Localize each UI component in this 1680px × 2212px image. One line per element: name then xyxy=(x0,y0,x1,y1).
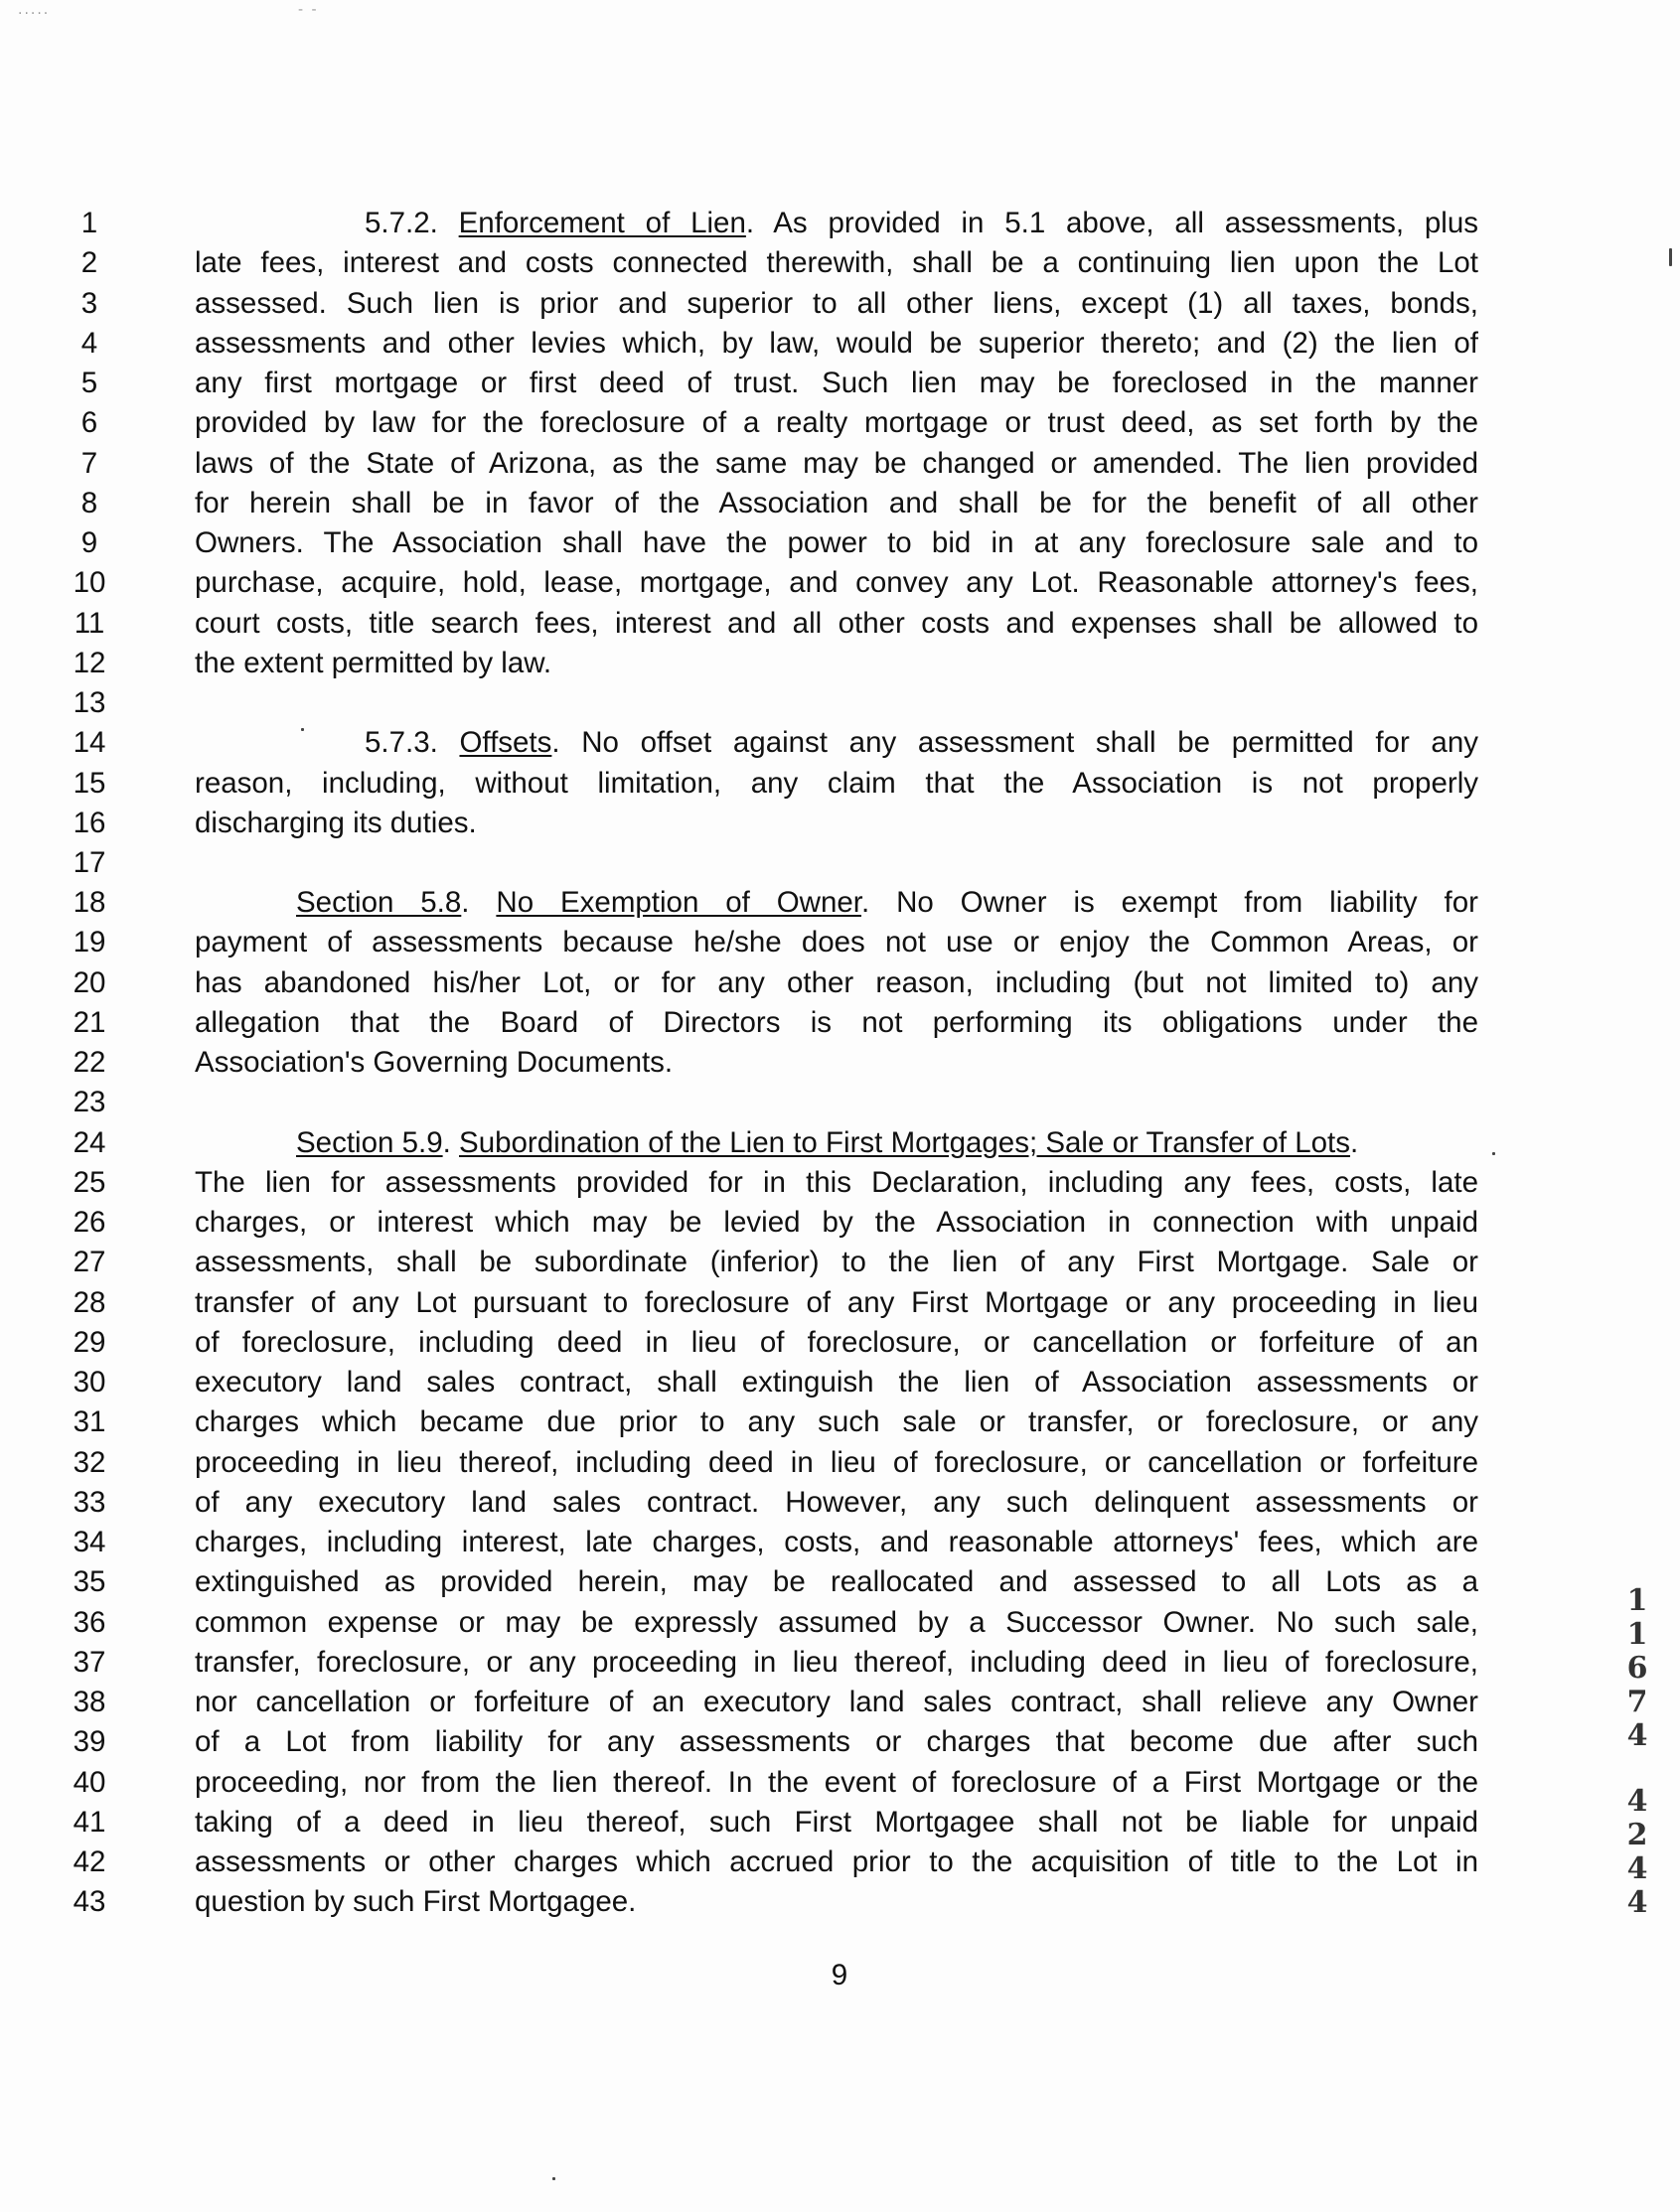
line-number: 10 xyxy=(73,566,106,599)
stamp-digit: 2 xyxy=(1626,1818,1648,1852)
line-text-part: 5.7.3. xyxy=(365,726,460,759)
line-number: 29 xyxy=(73,1326,106,1359)
line-number: 11 xyxy=(74,607,105,640)
section-heading: Offsets xyxy=(459,726,552,759)
line-text: question by such First Mortgagee. xyxy=(195,1885,637,1918)
document-line xyxy=(0,1845,1680,1885)
document-line xyxy=(0,726,1680,766)
line-number: 3 xyxy=(80,287,98,320)
document-line xyxy=(0,1885,1680,1925)
page-number: 9 xyxy=(831,1959,848,1991)
document-line xyxy=(0,1086,1680,1125)
line-number: 14 xyxy=(73,726,106,759)
document-line xyxy=(0,207,1680,246)
line-text-part: 5.7.2. xyxy=(365,207,459,239)
line-text-part: . xyxy=(1349,1126,1359,1159)
stamp-digit: 4 xyxy=(1626,1885,1648,1920)
document-line xyxy=(0,607,1680,647)
line-number: 20 xyxy=(73,966,106,999)
line-number: 24 xyxy=(73,1126,106,1159)
line-text: for herein shall be in favor of the Association and shall be for the benefit of all other xyxy=(195,487,1478,519)
document-line xyxy=(0,287,1680,327)
line-number: 22 xyxy=(73,1046,106,1079)
document-line xyxy=(0,1526,1680,1565)
line-number: 38 xyxy=(73,1686,106,1718)
scan-artifact: ..... xyxy=(18,2,51,18)
line-text: The lien for assessments provided for in this Declaration, including any fees, costs, late xyxy=(195,1166,1478,1199)
line-number: 30 xyxy=(73,1366,106,1399)
section-heading: No Exemption of Owner xyxy=(496,886,861,919)
section-heading: Section 5.8 xyxy=(296,886,462,919)
document-line xyxy=(0,1366,1680,1405)
document-line xyxy=(0,1166,1680,1206)
line-text xyxy=(296,886,1478,926)
document-line xyxy=(0,487,1680,526)
document-line xyxy=(0,1046,1680,1086)
line-number: 16 xyxy=(73,807,106,839)
line-number: 18 xyxy=(73,886,106,919)
line-number: 7 xyxy=(80,447,98,480)
line-number: 2 xyxy=(80,246,98,279)
document-line xyxy=(0,1766,1680,1806)
line-text: discharging its duties. xyxy=(195,807,477,839)
line-number: 8 xyxy=(80,487,98,519)
document-line xyxy=(0,1725,1680,1765)
document-line xyxy=(0,926,1680,965)
line-text: charges which became due prior to any such sale or transfer, or foreclosure, or any xyxy=(195,1405,1478,1438)
line-text xyxy=(195,846,1478,886)
line-text: the extent permitted by law. xyxy=(195,647,552,679)
line-text: taking of a deed in lieu thereof, such First Mortgagee shall not be liable for unpaid xyxy=(195,1806,1478,1839)
line-text: charges, or interest which may be levied by the Association in connection with unpaid xyxy=(195,1206,1478,1239)
stamp-digit: 6 xyxy=(1626,1651,1648,1686)
line-number: 43 xyxy=(73,1885,106,1918)
document-line xyxy=(0,846,1680,886)
document-line xyxy=(0,1646,1680,1686)
line-number: 41 xyxy=(73,1806,106,1839)
line-text: proceeding, nor from the lien thereof. In the event of foreclosure of a First Mortgage or the xyxy=(195,1766,1478,1799)
document-line xyxy=(0,807,1680,846)
line-text: assessments or other charges which accrued prior to the acquisition of title to the Lot in xyxy=(195,1845,1478,1878)
line-number: 39 xyxy=(73,1725,106,1758)
line-text-part: . No Owner is exempt from liability for xyxy=(861,886,1478,919)
document-line xyxy=(0,966,1680,1006)
line-text: nor cancellation or forfeiture of an executory land sales contract, shall relieve any Owner xyxy=(195,1686,1478,1718)
line-text: common expense or may be expressly assumed by a Successor Owner. No such sale, xyxy=(195,1606,1478,1639)
line-number: 12 xyxy=(73,647,106,679)
document-line xyxy=(0,886,1680,926)
document-line xyxy=(0,1806,1680,1845)
line-text: payment of assessments because he/she does not use or enjoy the Common Areas, or xyxy=(195,926,1478,959)
line-number: 9 xyxy=(80,526,98,559)
line-text: late fees, interest and costs connected therewith, shall be a continuing lien upon the Lot xyxy=(195,246,1478,279)
line-text: assessments and other levies which, by law, would be superior thereto; and (2) the lien of xyxy=(195,327,1478,360)
line-text xyxy=(195,1086,1478,1125)
line-text xyxy=(296,1126,1478,1166)
line-number: 19 xyxy=(73,926,106,959)
line-number: 26 xyxy=(73,1206,106,1239)
line-number: 28 xyxy=(73,1286,106,1319)
scan-artifact xyxy=(552,2177,555,2180)
section-heading: Section 5.9 xyxy=(296,1126,443,1159)
line-text: has abandoned his/her Lot, or for any other reason, including (but not limited to) any xyxy=(195,966,1478,999)
line-text: of any executory land sales contract. However, any such delinquent assessments or xyxy=(195,1486,1478,1519)
line-number: 36 xyxy=(73,1606,106,1639)
line-text: of a Lot from liability for any assessments or charges that become due after such xyxy=(195,1725,1478,1758)
line-number: 25 xyxy=(73,1166,106,1199)
line-text: allegation that the Board of Directors is not performing its obligations under the xyxy=(195,1006,1478,1039)
line-text: assessed. Such lien is prior and superior to all other liens, except (1) all taxes, bonds, xyxy=(195,287,1478,320)
line-text: transfer of any Lot pursuant to foreclosure of any First Mortgage or any proceeding in lieu xyxy=(195,1286,1478,1319)
section-heading: Subordination of the Lien to First Mortgages; Sale or Transfer of Lots xyxy=(459,1126,1350,1159)
document-line xyxy=(0,566,1680,606)
line-text: assessments, shall be subordinate (inferior) to the lien of any First Mortgage. Sale or xyxy=(195,1246,1478,1278)
document-line xyxy=(0,1326,1680,1366)
document-line xyxy=(0,367,1680,406)
document-line xyxy=(0,1565,1680,1605)
stamp-digit: 1 xyxy=(1626,1583,1648,1618)
line-text xyxy=(365,726,1478,766)
line-text: extinguished as provided herein, may be reallocated and assessed to all Lots as a xyxy=(195,1565,1478,1598)
line-text: court costs, title search fees, interest and all other costs and expenses shall be allowed to xyxy=(195,607,1478,640)
line-text-part: . xyxy=(461,886,497,919)
line-text: laws of the State of Arizona, as the same may be changed or amended. The lien provided xyxy=(195,447,1478,480)
line-text: provided by law for the foreclosure of a realty mortgage or trust deed, as set forth by the xyxy=(195,406,1478,439)
line-text: transfer, foreclosure, or any proceeding in lieu thereof, including deed in lieu of foreclosure, xyxy=(195,1646,1478,1679)
line-number: 32 xyxy=(73,1446,106,1479)
document-line xyxy=(0,406,1680,446)
section-heading: Enforcement of Lien xyxy=(458,207,746,239)
document-line xyxy=(0,647,1680,686)
document-line xyxy=(0,1286,1680,1326)
document-line xyxy=(0,767,1680,807)
line-text xyxy=(365,207,1478,246)
line-number: 13 xyxy=(73,686,106,719)
line-number: 34 xyxy=(73,1526,106,1558)
line-number: 21 xyxy=(73,1006,106,1039)
line-number: 33 xyxy=(73,1486,106,1519)
document-line xyxy=(0,1486,1680,1526)
line-text-part: . As provided in 5.1 above, all assessments, plus xyxy=(745,207,1478,239)
document-line xyxy=(0,1246,1680,1285)
stamp-digit: 4 xyxy=(1626,1784,1648,1819)
line-number: 6 xyxy=(80,406,98,439)
line-number: 5 xyxy=(80,367,98,399)
document-line xyxy=(0,526,1680,566)
document-line xyxy=(0,686,1680,726)
line-number: 4 xyxy=(80,327,98,360)
document-line xyxy=(0,1446,1680,1486)
line-number: 35 xyxy=(73,1565,106,1598)
line-text: reason, including, without limitation, any claim that the Association is not properly xyxy=(195,767,1478,800)
line-number: 42 xyxy=(73,1845,106,1878)
document-line xyxy=(0,246,1680,286)
document-line xyxy=(0,1206,1680,1246)
stamp-digit: 1 xyxy=(1626,1617,1648,1652)
document-line xyxy=(0,1405,1680,1445)
line-text: any first mortgage or first deed of trust. Such lien may be foreclosed in the manner xyxy=(195,367,1478,399)
line-text: purchase, acquire, hold, lease, mortgage, and convey any Lot. Reasonable attorney's fees, xyxy=(195,566,1478,599)
line-text xyxy=(195,686,1478,726)
document-line xyxy=(0,1006,1680,1046)
document-line xyxy=(0,1126,1680,1166)
stamp-digit: 4 xyxy=(1626,1718,1648,1753)
line-number: 17 xyxy=(73,846,106,879)
line-text-part: . xyxy=(442,1126,460,1159)
document-line xyxy=(0,1606,1680,1646)
document-line xyxy=(0,327,1680,367)
document-line xyxy=(0,447,1680,487)
stamp-digit: 4 xyxy=(1626,1851,1648,1886)
line-number: 37 xyxy=(73,1646,106,1679)
line-text: Owners. The Association shall have the power to bid in at any foreclosure sale and to xyxy=(195,526,1478,559)
line-number: 1 xyxy=(80,207,98,239)
line-text-part: . No offset against any assessment shall be permitted for any xyxy=(551,726,1478,759)
line-text: proceeding in lieu thereof, including deed in lieu of foreclosure, or cancellation or forfeiture xyxy=(195,1446,1478,1479)
line-number: 31 xyxy=(73,1405,106,1438)
line-text: charges, including interest, late charges, costs, and reasonable attorneys' fees, which are xyxy=(195,1526,1478,1558)
stamp-digit: 7 xyxy=(1626,1685,1648,1719)
line-text: Association's Governing Documents. xyxy=(195,1046,674,1079)
document-line xyxy=(0,1686,1680,1725)
line-text: of foreclosure, including deed in lieu of foreclosure, or cancellation or forfeiture of an xyxy=(195,1326,1478,1359)
line-number: 27 xyxy=(73,1246,106,1278)
line-number: 23 xyxy=(73,1086,106,1118)
line-text: executory land sales contract, shall extinguish the lien of Association assessments or xyxy=(195,1366,1478,1399)
line-number: 40 xyxy=(73,1766,106,1799)
line-number: 15 xyxy=(73,767,106,800)
scan-artifact: - - xyxy=(298,2,319,18)
